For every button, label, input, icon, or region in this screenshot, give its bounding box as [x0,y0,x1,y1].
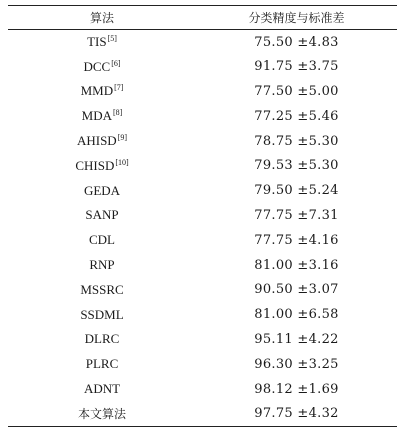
accuracy-value: 77.50 ±5.00 [254,83,339,99]
method-name: SANP [85,207,119,223]
method-name: MDA [81,108,112,124]
accuracy-value: 79.50 ±5.24 [254,183,339,199]
method-name: DLRC [84,331,120,347]
method-name: MMD [80,83,114,99]
method-cell [8,352,196,377]
method-cell [8,302,196,327]
method-cell [8,401,196,426]
table-row [8,352,397,377]
table-row [8,54,397,79]
method-cell [8,178,196,203]
method-name: CDL [89,232,115,248]
method-name: AHISD [76,133,117,149]
table-row [8,253,397,278]
accuracy-value: 77.75 ±4.16 [254,232,339,248]
table-header [8,6,397,30]
table-row [8,153,397,178]
method-name: PLRC [85,356,119,372]
method-name: MSSRC [80,281,124,297]
table-row [8,228,397,253]
accuracy-value: 81.00 ±6.58 [254,307,339,323]
method-cell [8,79,196,104]
method-name: ADNT [83,381,121,397]
table-row [8,327,397,352]
table-row [8,30,397,55]
accuracy-value: 97.75 ±4.32 [196,401,397,426]
table-body [8,30,397,427]
method-cell [8,377,196,402]
reference-mark: [7] [114,83,124,93]
method-name: SSDML [80,306,124,322]
table-row [8,203,397,228]
method-cell [8,277,196,302]
reference-mark: [10] [115,157,129,167]
method-cell [8,129,196,154]
method-name: GEDA [83,182,121,198]
method-name: CHISD [75,157,115,173]
method-cell [8,327,196,352]
header-accuracy: 分类精度与标准差 [196,6,397,30]
table-row [8,302,397,327]
table-row [8,277,397,302]
method-cell [8,153,196,178]
accuracy-value: 79.53 ±5.30 [254,158,339,174]
method-cell [8,228,196,253]
method-cell [8,253,196,278]
results-table [8,5,397,427]
method-name: RNP [89,257,115,273]
method-name: TIS [87,34,107,50]
table-row [8,377,397,402]
accuracy-value: 75.50 ±4.83 [254,34,339,50]
header-method: 算法 [8,6,196,30]
accuracy-value: 77.25 ±5.46 [254,108,339,124]
accuracy-value: 81.00 ±3.16 [254,257,339,273]
method-cell [8,54,196,79]
reference-mark: [6] [111,58,121,68]
accuracy-value: 96.30 ±3.25 [254,356,339,372]
reference-mark: [9] [117,133,128,143]
method-name: DCC [83,58,111,74]
reference-mark: [8] [113,108,123,118]
reference-mark: [5] [107,34,117,44]
header-row [8,6,397,30]
method-cell [8,30,196,55]
table-row [8,129,397,154]
accuracy-value: 77.75 ±7.31 [254,207,339,223]
accuracy-value: 98.12 ±1.69 [254,381,339,397]
accuracy-value: 91.75 ±3.75 [254,59,339,75]
table-row [8,178,397,203]
table-row [8,79,397,104]
method-cell [8,203,196,228]
accuracy-value: 78.75 ±5.30 [254,133,339,149]
table-row [8,401,397,426]
method-name: 本文算法 [77,407,126,422]
accuracy-value: 95.11 ±4.22 [254,331,339,347]
table-row [8,104,397,129]
method-cell [8,104,196,129]
accuracy-value: 90.50 ±3.07 [254,282,339,298]
